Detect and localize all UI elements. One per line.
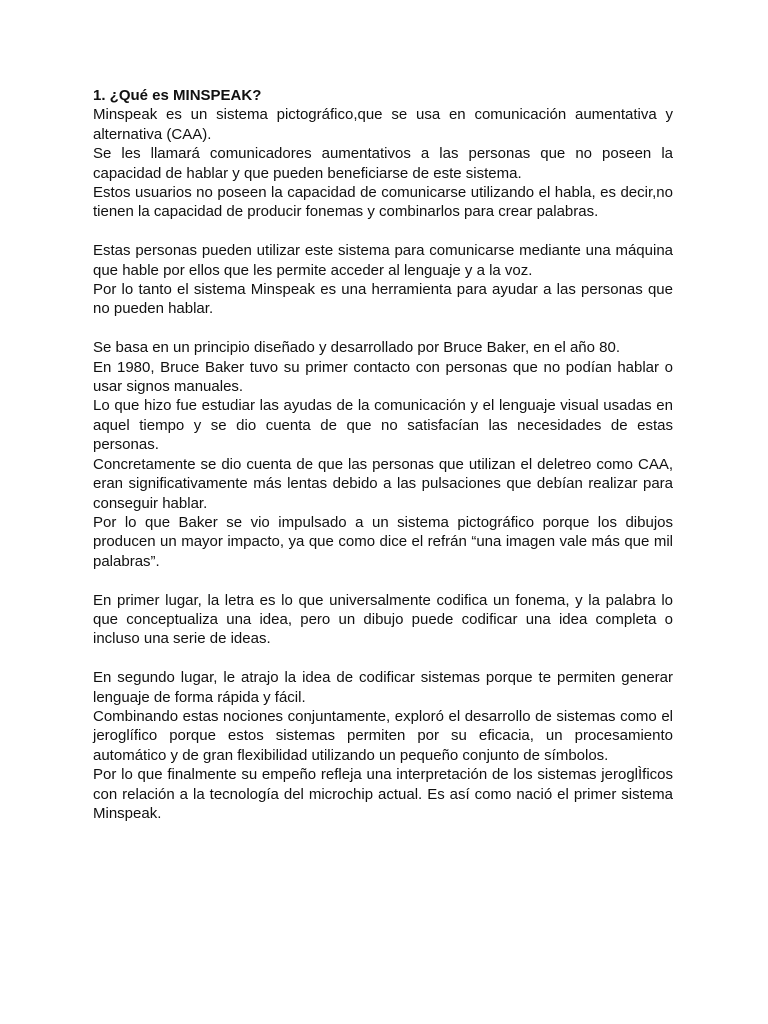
paragraph: Estas personas pueden utilizar este sistema para comunicarse mediante una máquina que hable por ellos que les permite acceder al lenguaje y a la voz. <box>93 242 673 279</box>
paragraph: Por lo que finalmente su empeño refleja una interpretación de los sistemas jeroglÌficos con relación a la tecnología del microchip actual. Es así como nació el primer sistema Minspeak. <box>93 766 673 822</box>
section-usage <box>93 241 673 319</box>
paragraph-gap <box>93 222 673 241</box>
paragraph: Por lo tanto el sistema Minspeak es una herramienta para ayudar a las personas que no pueden hablar. <box>93 281 673 318</box>
paragraph-gap <box>93 319 673 338</box>
paragraph: En segundo lugar, le atrajo la idea de codificar sistemas porque te permiten generar lenguaje de forma rápida y fácil. <box>93 669 673 706</box>
paragraph: Combinando estas nociones conjuntamente, exploró el desarrollo de sistemas como el jeroglífico porque estos sistemas permiten por su eficacia, un procesamiento automático y de gran flexibilidad utilizando un pequeño conjunto de símbolos. <box>93 707 673 764</box>
paragraph-gap <box>93 649 673 668</box>
paragraph: Minspeak es un sistema pictográfico,que se usa en comunicación aumentativa y alternativa (CAA). <box>93 106 673 143</box>
paragraph: Lo que hizo fue estudiar las ayudas de la comunicación y el lenguaje visual usadas en aquel tiempo y se dio cuenta de que no satisfacían las necesidades de estas personas. <box>93 397 673 454</box>
paragraph: En 1980, Bruce Baker tuvo su primer contacto con personas que no podían hablar o usar signos manuales. <box>93 358 673 396</box>
section-first-reason <box>93 591 673 649</box>
paragraph-gap <box>93 571 673 590</box>
paragraph: Por lo que Baker se vio impulsado a un sistema pictográfico porque los dibujos producen un mayor impacto, ya que como dice el refrán “una imagen vale más que mil palabras”. <box>93 513 673 570</box>
paragraph: Se les llamará comunicadores aumentativos a las personas que no poseen la capacidad de hablar y que pueden beneficiarse de este sistema. <box>93 145 673 182</box>
document-title: 1. ¿Qué es MINSPEAK? <box>93 87 262 104</box>
section-history <box>93 338 673 571</box>
paragraph: Concretamente se dio cuenta de que las personas que utilizan el deletreo como CAA, eran significativamente más lentas debido a las pulsaciones que debían realizar para conseguir hablar. <box>93 455 673 512</box>
section-second-reason <box>93 668 673 823</box>
paragraph: Se basa en un principio diseñado y desarrollado por Bruce Baker, en el año 80. <box>93 339 621 357</box>
document-page <box>93 86 673 823</box>
paragraph: Estos usuarios no poseen la capacidad de comunicarse utilizando el habla, es decir,no tienen la capacidad de producir fonemas y combinarlos para crear palabras. <box>93 184 673 221</box>
section-definition <box>93 105 673 221</box>
paragraph: En primer lugar, la letra es lo que universalmente codifica un fonema, y la palabra lo que conceptualiza una idea, pero un dibujo puede codificar una idea completa o incluso una serie de ideas. <box>93 591 673 648</box>
